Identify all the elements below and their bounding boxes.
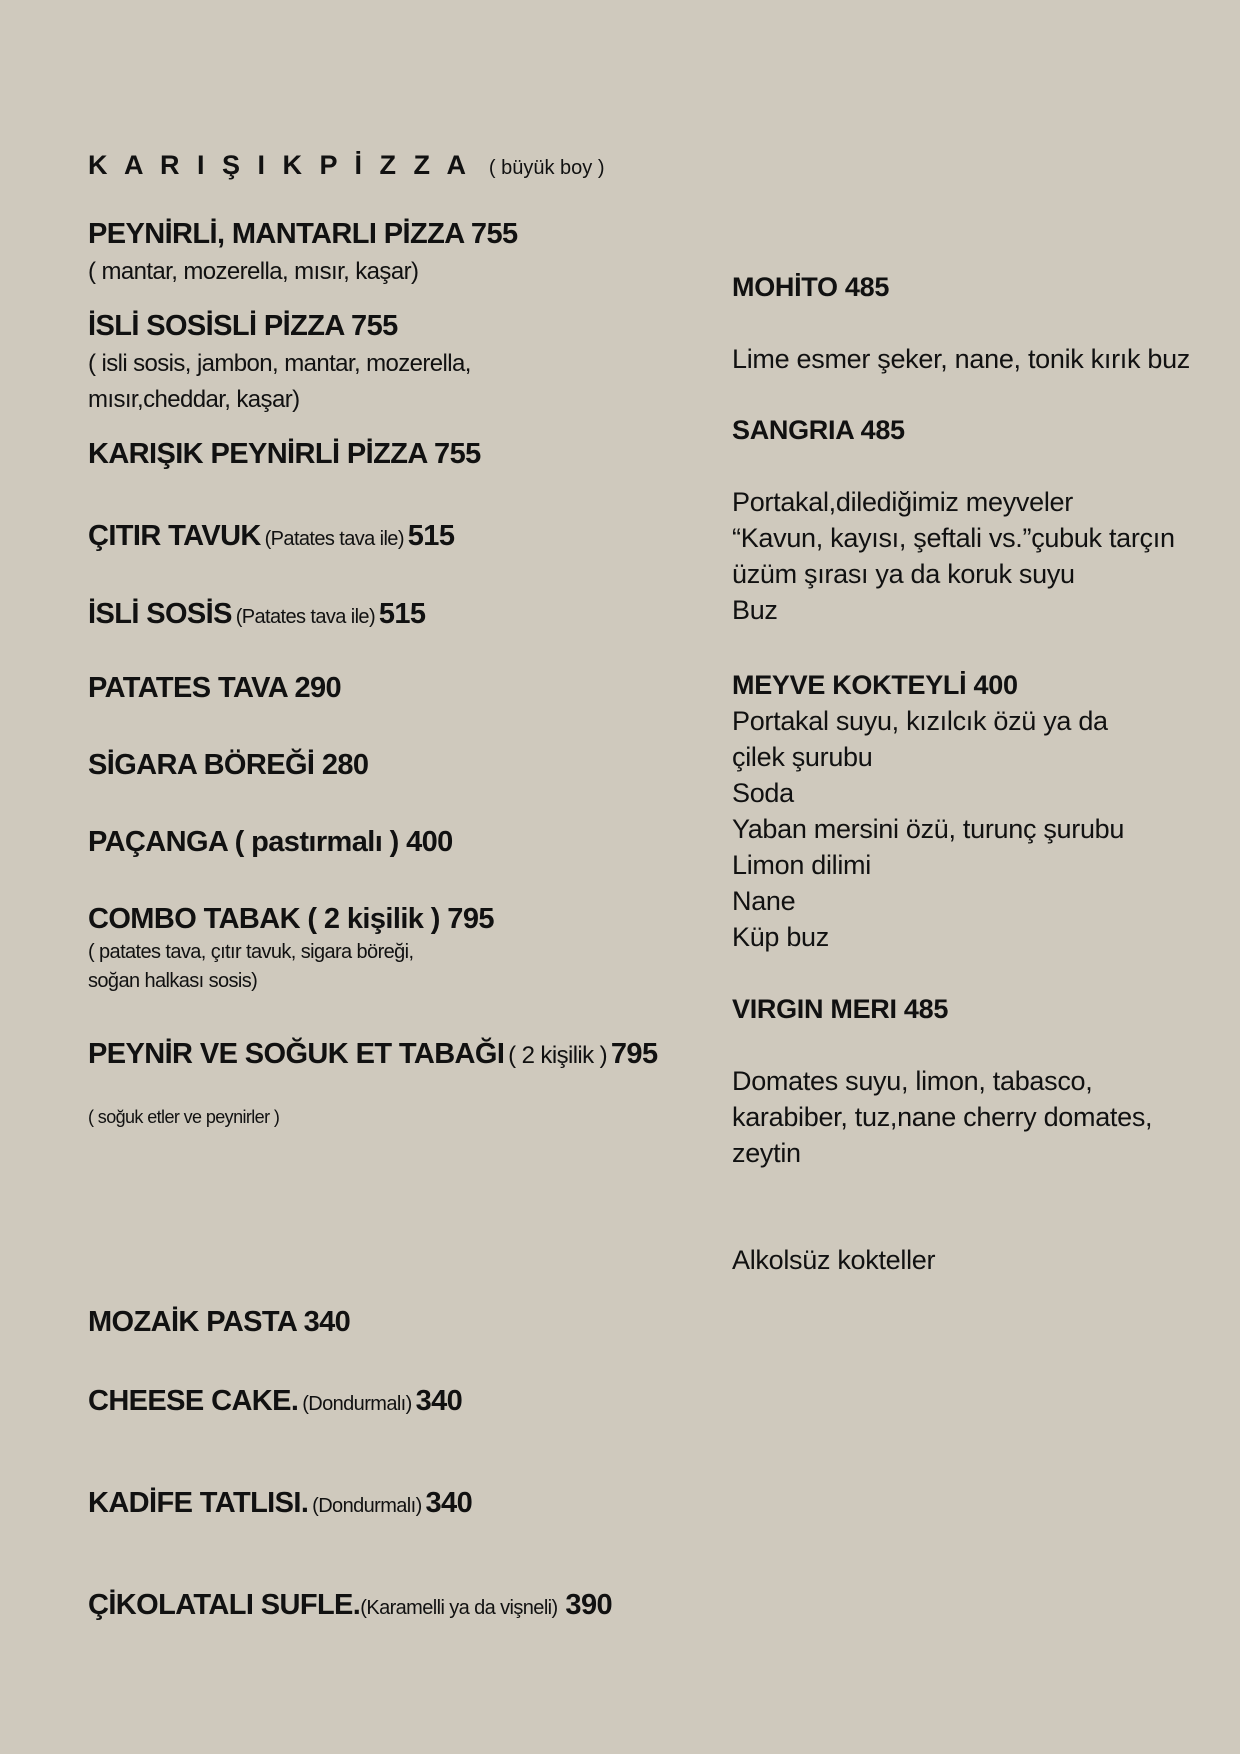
drink-description: Portakal suyu, kızılcık özü ya da [732,706,1108,736]
menu-item-description: ( patates tava, çıtır tavuk, sigara böreği, [88,941,414,963]
drink-description: zeytin [732,1138,801,1168]
item-price: 515 [407,520,455,552]
item-name: ÇITIR TAVUK [88,520,261,552]
menu-item-combo-tabak: COMBO TABAK ( 2 kişilik ) 795 [88,903,494,935]
item-name: KADİFE TATLISI. [88,1487,309,1519]
menu-item-description: ( mantar, mozerella, mısır, kaşar) [88,258,419,285]
drink-description: Yaban mersini özü, turunç şurubu [732,814,1125,844]
item-name: PEYNİR VE SOĞUK ET TABAĞI [88,1038,505,1070]
item-price: 515 [378,598,426,630]
menu-item-karisik-peynirli-pizza: KARIŞIK PEYNİRLİ PİZZA 755 [88,438,481,470]
drink-meyve-kokteyli: MEYVE KOKTEYLİ 400 [732,670,1018,700]
item-note: (Dondurmalı) [312,1495,422,1517]
pizza-section-heading [88,150,605,181]
item-note: (Dondurmalı) [302,1393,412,1415]
menu-item-description: ( isli sosis, jambon, mantar, mozerella, [88,350,471,377]
menu-item-kadife-tatlisi [88,1487,472,1520]
drink-description: Soda [732,778,794,808]
menu-item-description: ( soğuk etler ve peynirler ) [88,1107,280,1127]
drink-mohito: MOHİTO 485 [732,272,890,302]
menu-item-cheese-cake [88,1385,462,1418]
drink-description: Küp buz [732,922,829,952]
item-name: ÇİKOLATALI SUFLE. [88,1589,361,1621]
drink-description: çilek şurubu [732,742,873,772]
menu-item-peynirli-mantarli-pizza: PEYNİRLİ, MANTARLI PİZZA 755 [88,218,518,250]
drink-sangria: SANGRIA 485 [732,415,905,445]
drink-description: üzüm şırası ya da koruk suyu [732,559,1075,589]
menu-item-citir-tavuk [88,520,454,553]
menu-item-sigara-boregi: SİGARA BÖREĞİ 280 [88,749,369,781]
menu-item-pacanga: PAÇANGA ( pastırmalı ) 400 [88,826,453,858]
drink-description: Buz [732,595,778,625]
item-name: CHEESE CAKE. [88,1385,299,1417]
drink-description: Portakal,dilediğimiz meyveler [732,487,1073,517]
item-price: 340 [425,1487,473,1519]
drink-description: karabiber, tuz,nane cherry domates, [732,1102,1153,1132]
drink-description: “Kavun, kayısı, şeftali vs.”çubuk tarçın [732,523,1175,553]
menu-item-description: soğan halkası sosis) [88,970,258,992]
drink-description: Lime esmer şeker, nane, tonik kırık buz [732,344,1191,374]
menu-item-peynir-soguk-et-tabagi [88,1038,657,1071]
drink-description: Domates suyu, limon, tabasco, [732,1066,1093,1096]
drink-virgin-meri: VIRGIN MERI 485 [732,994,949,1024]
item-name: İSLİ SOSİS [88,598,232,630]
item-note: ( 2 kişilik ) [508,1042,608,1069]
menu-item-isli-sosis [88,598,425,631]
item-note: (Patates tava ile) [235,606,376,628]
item-note: (Patates tava ile) [264,528,404,550]
menu-item-mozaik-pasta: MOZAİK PASTA 340 [88,1306,351,1338]
menu-item-description: mısır,cheddar, kaşar) [88,386,300,413]
menu-item-cikolatali-sufle [88,1589,612,1622]
drink-description: Nane [732,886,796,916]
drink-description: Limon dilimi [732,850,871,880]
pizza-heading-title: K A R I Ş I K P İ Z Z A [88,150,472,180]
item-note: (Karamelli ya da vişneli) [360,1597,558,1619]
menu-item-patates-tava: PATATES TAVA 290 [88,672,342,704]
section-footer-note: Alkolsüz kokteller [732,1245,936,1275]
pizza-heading-note: ( büyük boy ) [488,157,605,179]
item-price: 340 [415,1385,463,1417]
menu-item-isli-sosisli-pizza: İSLİ SOSİSLİ PİZZA 755 [88,310,398,342]
item-price: 390 [565,1589,613,1621]
item-price: 795 [610,1038,658,1070]
